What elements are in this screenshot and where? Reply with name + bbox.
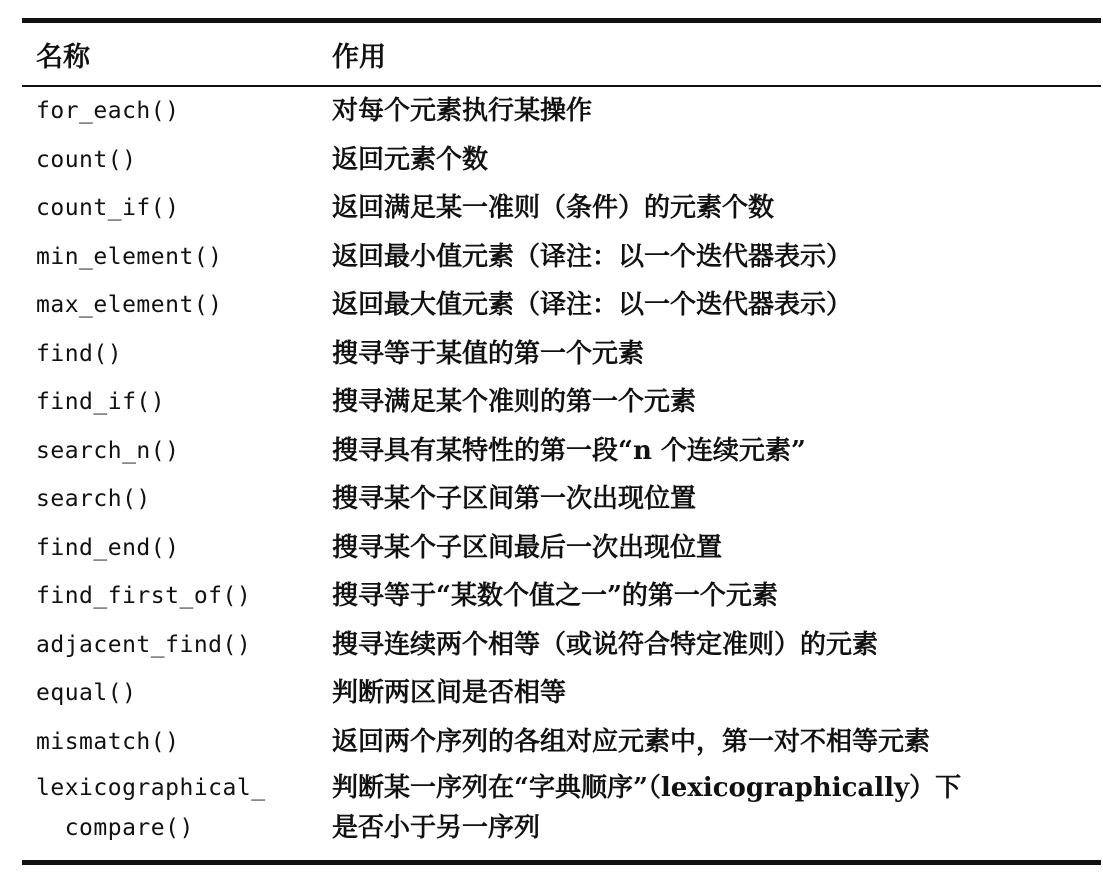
table-row xyxy=(22,526,1101,575)
row-description: 判断某一序列在“字典顺序”（lexicographically）下 是否小于另一序列 xyxy=(332,773,962,843)
table-row xyxy=(22,429,1101,478)
row-description: 对每个元素执行某操作 xyxy=(332,96,593,126)
table-row xyxy=(22,623,1101,672)
table-row xyxy=(22,574,1101,623)
row-description: 搜寻具有某特性的第一段“n 个连续元素” xyxy=(332,435,806,466)
row-description: 搜寻某个子区间最后一次出现位置 xyxy=(332,532,723,563)
row-description: 搜寻连续两个相等（或说符合特定准则）的元素 xyxy=(332,629,879,660)
row-description: 返回满足某一准则（条件）的元素个数 xyxy=(332,193,775,223)
table-row xyxy=(22,477,1101,526)
table-header xyxy=(22,23,1101,85)
table-row xyxy=(22,768,1101,852)
row-name: mismatch() xyxy=(36,728,180,755)
table-row xyxy=(22,235,1101,284)
row-description: 返回元素个数 xyxy=(332,144,489,175)
row-name: min_element() xyxy=(36,243,223,270)
row-name: search_n() xyxy=(36,437,180,464)
row-description: 判断两区间是否相等 xyxy=(332,678,567,708)
row-name: lexicographical_ compare() xyxy=(36,775,266,841)
row-description: 搜寻等于“某数个值之一”的第一个元素 xyxy=(332,581,778,611)
row-name: find_first_of() xyxy=(36,583,252,609)
table-row xyxy=(22,720,1101,769)
table-row xyxy=(22,186,1101,235)
row-description: 搜寻等于某值的第一个元素 xyxy=(332,338,645,369)
table-row xyxy=(22,283,1101,332)
row-name: equal() xyxy=(36,680,137,706)
table-row xyxy=(22,671,1101,720)
row-description: 返回最小值元素（译注：以一个迭代器表示） xyxy=(332,241,853,272)
row-description: 返回最大值元素（译注：以一个迭代器表示） xyxy=(332,290,853,320)
row-name: find_if() xyxy=(36,389,166,415)
row-description: 返回两个序列的各组对应元素中，第一对不相等元素 xyxy=(332,726,931,757)
table-row xyxy=(22,332,1101,381)
row-name: count_if() xyxy=(36,195,180,221)
table-row xyxy=(22,380,1101,429)
table-row xyxy=(22,138,1101,187)
header-name: 名称 xyxy=(36,41,90,73)
row-name: count() xyxy=(36,146,137,173)
table-row xyxy=(22,89,1101,138)
row-name: find_end() xyxy=(36,534,180,561)
table-body xyxy=(22,87,1101,852)
row-name: find() xyxy=(36,340,123,367)
row-name: adjacent_find() xyxy=(36,631,252,658)
algorithm-table xyxy=(22,18,1101,865)
row-description: 搜寻某个子区间第一次出现位置 xyxy=(332,484,697,514)
row-name: for_each() xyxy=(36,98,180,124)
row-name: max_element() xyxy=(36,292,223,318)
header-description: 作用 xyxy=(332,41,386,73)
row-name: search() xyxy=(36,486,151,512)
row-description: 搜寻满足某个准则的第一个元素 xyxy=(332,387,697,417)
table-bottom-rule xyxy=(22,860,1101,865)
